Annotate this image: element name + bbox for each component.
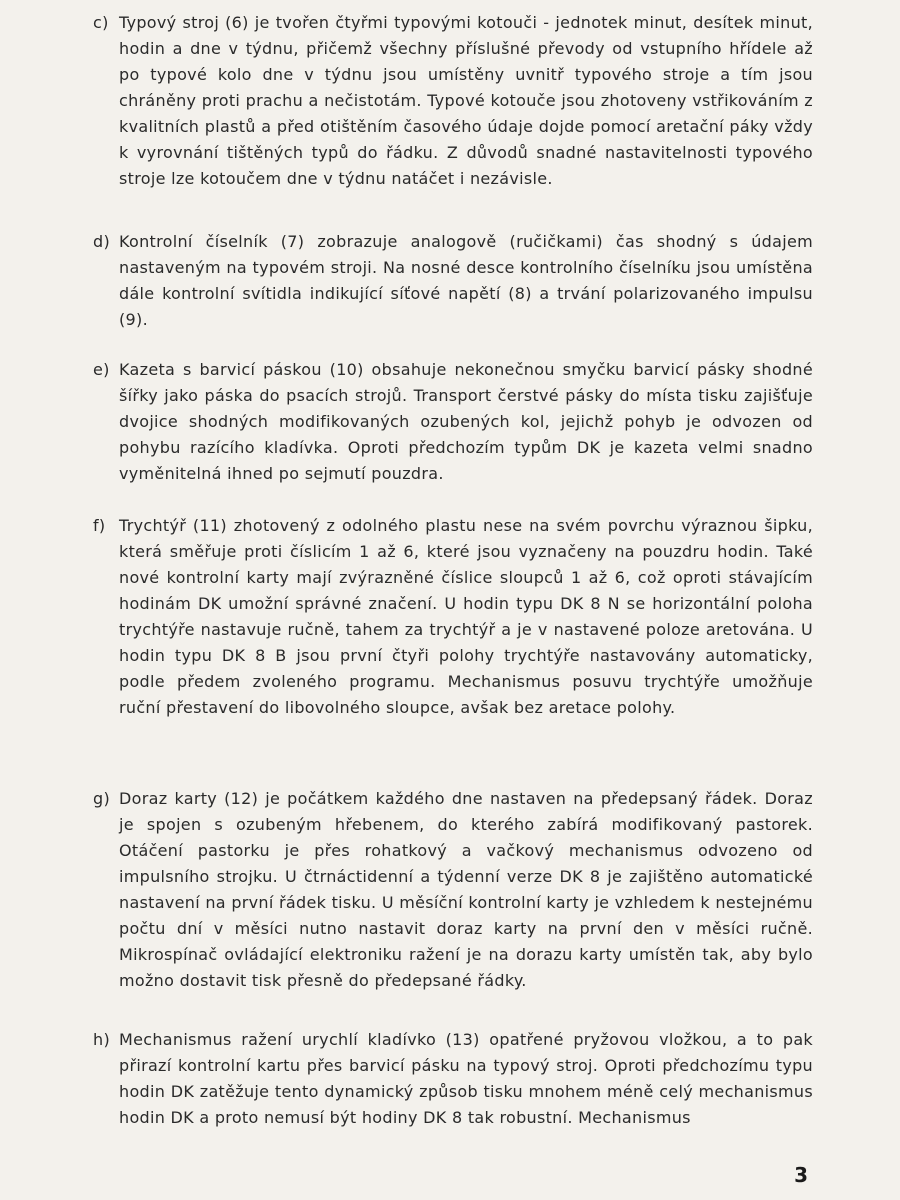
item-label: e) [93,360,110,379]
paragraph-text: Trychtýř (11) zhotovený z odolného plastu nese na svém povrchu výraznou šipku, která směřuje proti číslicím 1 až 6, které jsou vyznačeny na pouzdru hodin. Také nové kontrolní karty mají zvýrazněné číslice sloupců 1 až 6, což oproti stávajícím hodinám DK umožní správné značení. U hodin typu DK 8 N se horizontální poloha trychtýře nastavuje ručně, tahem za trychtýř a je v nastavené poloze aretována. U hodin typu DK 8 B jsou první čtyři polohy trychtýře nastavovány automaticky, podle předem zvoleného programu. Mechanismus posuvu trychtýře umožňuje ruční přestavení do libovolného sloupce, avšak bez aretace polohy. [119,516,813,717]
item-label: d) [93,232,110,251]
paragraph-text: Doraz karty (12) je počátkem každého dne nastaven na předepsaný řádek. Doraz je spojen s ozubeným hřebenem, do kterého zabírá modifikovaný pastorek. Otáčení pastorku je přes rohatkový a vačkový mechanismus odvozeno od impulsního strojku. U čtrnáctidenní a týdenní verze DK 8 je zajištěno automatické nastavení na první řádek tisku. U měsíční kontrolní karty je vzhledem k nestejnému počtu dní v měsíci nutno nastavit doraz karty na první den v měsíci ručně. Mikrospínač ovládající elektroniku ražení je na dorazu karty umístěn tak, aby bylo možno dostavit tisk přesně do předepsané řádky. [119,789,813,990]
paragraph-text: Kazeta s barvicí páskou (10) obsahuje nekonečnou smyčku barvicí pásky shodné šířky jako páska do psacích strojů. Transport čerstvé pásky do místa tisku zajišťuje dvojice shodných modifikovaných ozubených kol, jejichž pohyb je odvozen od pohybu razícího kladívka. Oproti předchozím typům DK je kazeta velmi snadno vyměnitelná ihned po sejmutí pouzdra. [119,360,813,483]
paragraph-e [93,357,813,487]
paragraph-text: Typový stroj (6) je tvořen čtyřmi typovými kotouči - jednotek minut, desítek minut, hodin a dne v týdnu, přičemž všechny příslušné převody od vstupního hřídele až po typové kolo dne v týdnu jsou umístěny uvnitř typového stroje a tím jsou chráněny proti prachu a nečistotám. Typové kotouče jsou zhotoveny vstřikováním z kvalitních plastů a před otištěním časového údaje dojde pomocí aretační páky vždy k vyrovnání tištěných typů do řádku. Z důvodů snadné nastavitelnosti typového stroje lze kotoučem dne v týdnu natáčet i nezávisle. [119,13,813,188]
item-label: h) [93,1030,110,1049]
item-label: g) [93,789,110,808]
paragraph-text: Mechanismus ražení urychlí kladívko (13) opatřené pryžovou vložkou, a to pak přirazí kontrolní kartu přes barvicí pásku na typový stroj. Oproti předchozímu typu hodin DK zatěžuje tento dynamický způsob tisku mnohem méně celý mechanismus hodin DK a proto nemusí být hodiny DK 8 tak robustní. Mechanismus [119,1030,813,1127]
page-number: 3 [794,1163,808,1187]
paragraph-h [93,1027,813,1131]
item-label: f) [93,516,106,535]
paragraph-d [93,229,813,333]
paragraph-text: Kontrolní číselník (7) zobrazuje analogově (ručičkami) čas shodný s údajem nastaveným na typovém stroji. Na nosné desce kontrolního číselníku jsou umístěna dále kontrolní svítidla indikující síťové napětí (8) a trvání polarizovaného impulsu (9). [119,232,813,329]
paragraph-f [93,513,813,721]
paragraph-c [93,10,813,192]
paragraph-g [93,786,813,994]
item-label: c) [93,13,109,32]
